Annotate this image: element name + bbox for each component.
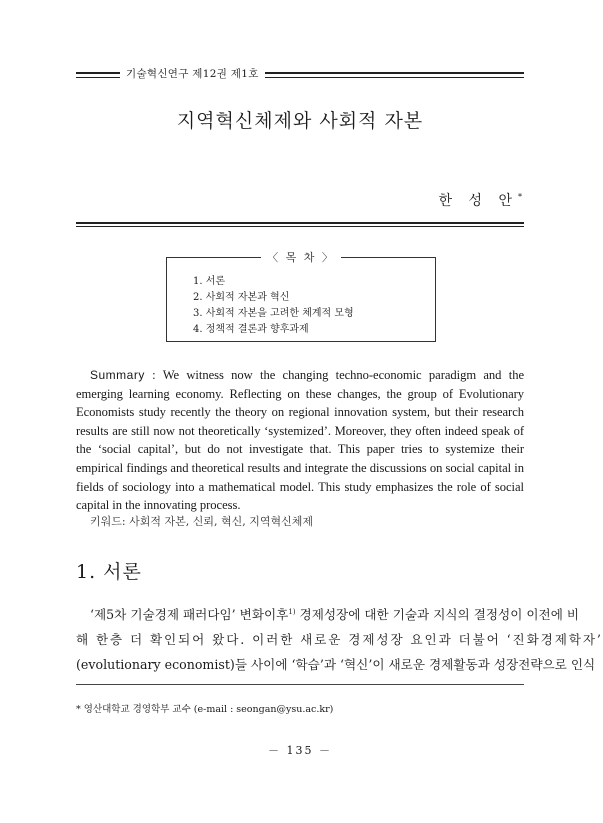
author-line <box>439 190 522 210</box>
keywords: 키워드: 사회적 자본, 신뢰, 혁신, 지역혁신체제 <box>90 515 313 528</box>
running-head: 기술혁신연구 제12권 제1호 <box>120 66 265 81</box>
author-footnote-mark: * <box>518 192 522 202</box>
body-line: 해 한층 더 확인되어 왔다. 이러한 새로운 경제성장 요인과 더불어 ‘진화경제학자’ <box>76 632 603 648</box>
body-paragraph <box>76 600 603 677</box>
toc-title: 〈 목 차 〉 <box>167 249 435 265</box>
header-rule-left <box>76 72 120 74</box>
summary-paragraph <box>76 366 524 515</box>
footnote: * 영산대학교 경영학부 교수 (e-mail : seongan@ysu.ac.kr) <box>76 704 334 715</box>
summary-text: We witness now the changing techno-economic paradigm and the emerging learning economy. Reflecting on these changes, the group of Evolutionary Economists study recently the theory on regional innovation system, but their research results are still now not theoretically ‘systemized’. Moreover, they often indeed speak of the ‘social capital’, but do not investigate that. This paper tries to systemize their empirical findings and theoretical results and integrate the discussions on social capital in fields of sociology into a mathematical model. This study emphasizes the role of social capital in the innovating process. <box>76 368 524 513</box>
article-title: 지역혁신체제와 사회적 자본 <box>176 110 424 132</box>
header-rule-left-thin <box>76 77 120 78</box>
header-rule-right <box>244 72 524 74</box>
toc-item: 3. 사회적 자본을 고려한 체계적 모형 <box>193 308 354 319</box>
author-name: 한 성 안 <box>438 193 518 209</box>
title-rule-thin <box>76 226 524 227</box>
toc-item: 1. 서론 <box>193 276 226 287</box>
footnote-rule <box>76 684 524 685</box>
page-number: － 135 － <box>268 744 332 757</box>
toc-list <box>193 274 354 338</box>
toc-item: 2. 사회적 자본과 혁신 <box>193 292 290 303</box>
toc-box <box>166 251 436 342</box>
footnote-ref: 1) <box>288 608 296 616</box>
header-rule-right-thin <box>244 77 524 78</box>
summary-separator: : <box>144 368 163 382</box>
title-rule <box>76 222 524 224</box>
section-heading: 1. 서론 <box>76 561 142 583</box>
toc-item: 4. 정책적 결론과 향후과제 <box>193 324 309 335</box>
body-line: ‘제5차 기술경제 패러다임’ 변화이후$^{1)}$ 경제성장에 대한 기술과 지식의 결정성이 이전에 비 <box>90 607 580 623</box>
summary-label: Summary <box>90 368 145 382</box>
body-line: (evolutionary economist)들 사이에 ‘학습’과 ‘혁신’이 새로운 경제활동과 성장전략으로 인식 <box>76 657 596 673</box>
